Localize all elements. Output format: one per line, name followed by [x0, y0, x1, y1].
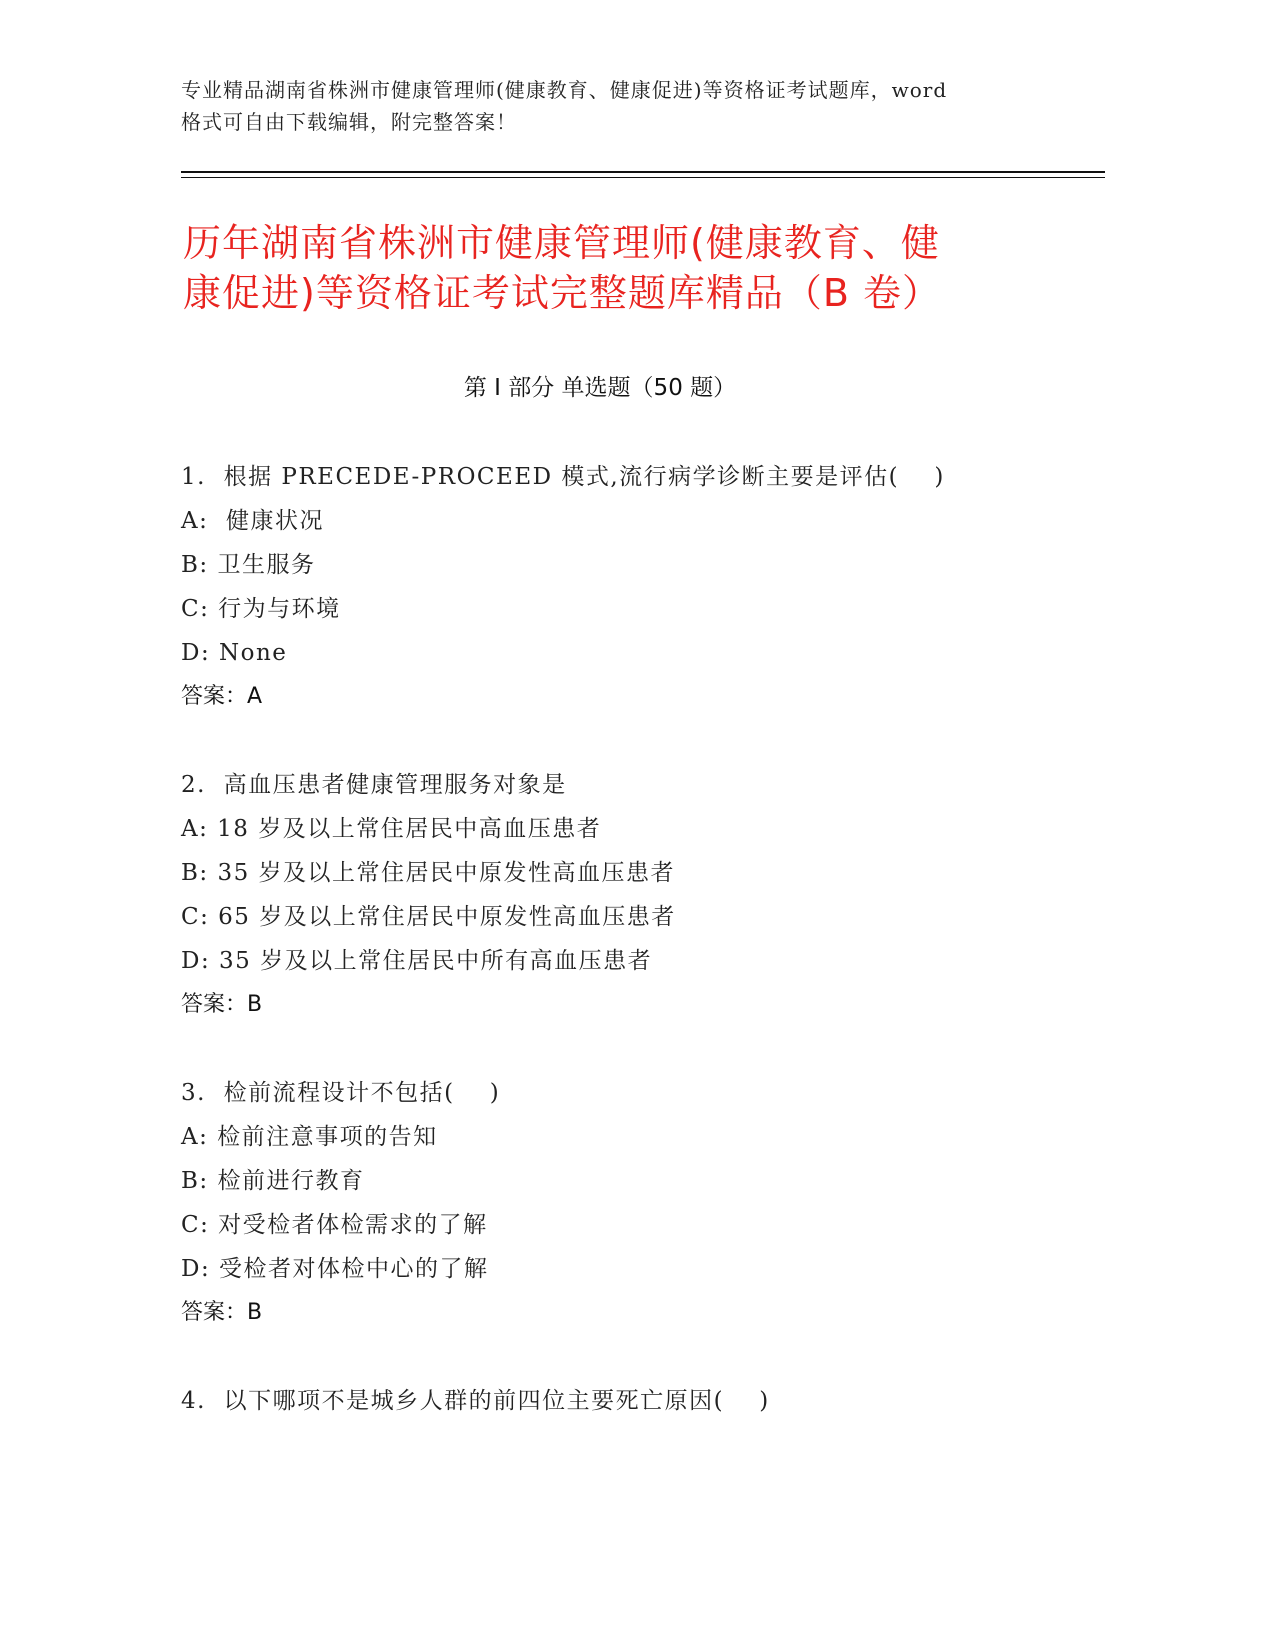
question-1 [181, 455, 1101, 719]
header-note-line-1: 专业精品湖南省株洲市健康管理师(健康教育、健康促进)等资格证考试题库，word [181, 78, 948, 102]
question-stem: 3. 检前流程设计不包括( ) [181, 1080, 501, 1106]
option-d: D: 受检者对体检中心的了解 [181, 1256, 489, 1282]
answer: 答案：A [181, 684, 263, 709]
question-list [181, 455, 1101, 1467]
answer: 答案：B [181, 1300, 263, 1325]
option-a: A: 检前注意事项的告知 [181, 1124, 438, 1150]
document-title [183, 218, 1083, 318]
header-note-line-2: 格式可自由下载编辑，附完整答案！ [181, 110, 517, 134]
option-b: B: 检前进行教育 [181, 1168, 365, 1194]
header-rule-thick [181, 171, 1105, 173]
question-2 [181, 763, 1101, 1027]
option-a: A: 健康状况 [181, 508, 324, 534]
option-d: D: None [181, 640, 288, 666]
question-stem: 2. 高血压患者健康管理服务对象是 [181, 772, 567, 798]
header-rule-thin [181, 177, 1105, 178]
option-c: C: 对受检者体检需求的了解 [181, 1212, 488, 1238]
option-d: D: 35 岁及以上常住居民中所有高血压患者 [181, 948, 653, 974]
document-title-line-1: 历年湖南省株洲市健康管理师(健康教育、健 [183, 221, 940, 265]
option-a: A: 18 岁及以上常住居民中高血压患者 [181, 816, 602, 842]
question-stem: 1. 根据 PRECEDE-PROCEED 模式,流行病学诊断主要是评估( ) [181, 464, 945, 490]
question-3 [181, 1071, 1101, 1335]
option-b: B: 卫生服务 [181, 552, 316, 578]
document-title-line-2: 康促进)等资格证考试完整题库精品（B 卷） [183, 271, 941, 315]
option-b: B: 35 岁及以上常住居民中原发性高血压患者 [181, 860, 676, 886]
section-title: 第 I 部分 单选题（50 题） [463, 375, 737, 401]
option-c: C: 行为与环境 [181, 596, 341, 622]
question-stem: 4. 以下哪项不是城乡人群的前四位主要死亡原因( ) [181, 1388, 770, 1414]
answer: 答案：B [181, 992, 263, 1017]
option-c: C: 65 岁及以上常住居民中原发性高血压患者 [181, 904, 676, 930]
question-4 [181, 1379, 1101, 1423]
header-note [181, 74, 1061, 138]
